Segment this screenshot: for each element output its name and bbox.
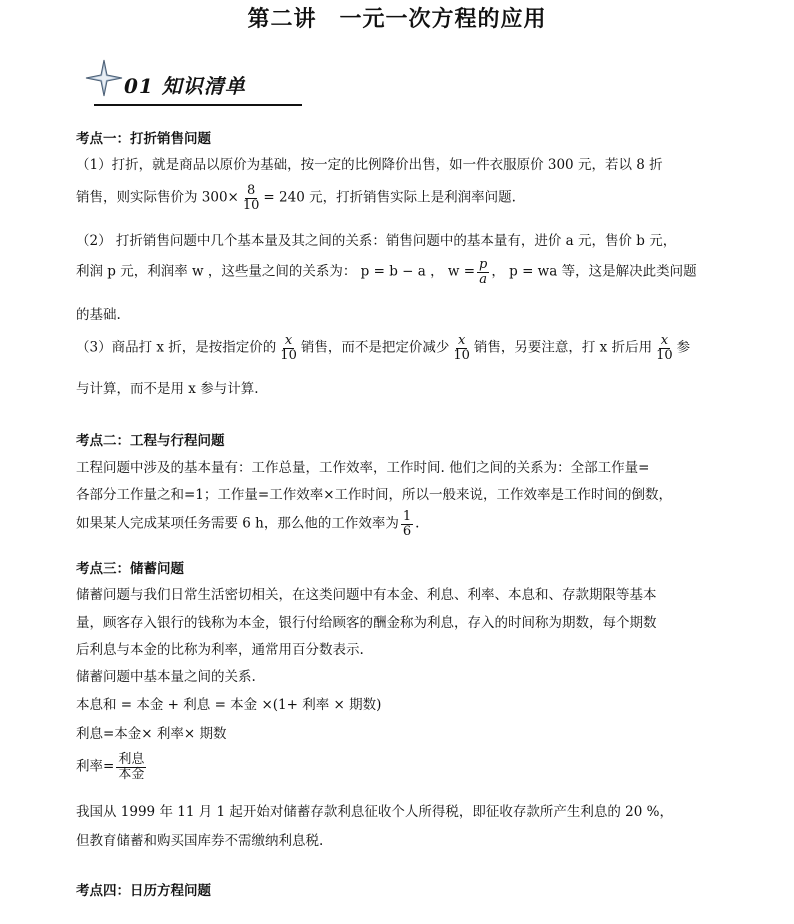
page-title: 第二讲 一元一次方程的应用 bbox=[247, 6, 547, 32]
s3-line-2: 量，顾客存入银行的钱称为本金，银行付给顾客的酬金称为利息，存入的时间称为期数，每个期数 bbox=[76, 615, 657, 631]
four-point-star-icon bbox=[84, 58, 124, 98]
fraction-x-10: $\frac{x}{10}$ bbox=[280, 333, 297, 363]
s3-formula-2: 利息=本金× 利率× 期数 bbox=[76, 726, 227, 742]
s3-formula-1: 本息和 = 本金 + 利息 = 本金 ×(1+ 利率 × 期数) bbox=[76, 697, 382, 713]
s1-paragraph-2b: 利润 p 元，利润率 w ，这些量之间的关系为： p = b − a ， w = $\frac{p}{a}$ ， p = wa 等，这是解决此类问题 bbox=[76, 257, 697, 287]
s3-line-4: 储蓄问题中基本量之间的关系. bbox=[76, 669, 256, 685]
s1-paragraph-1b: 销售，则实际售价为 300× $\frac{8}{10}$ = 240 元，打折销售实际上是利润率问题. bbox=[76, 183, 516, 213]
fraction-x-10: $\frac{x}{10}$ bbox=[656, 333, 673, 363]
s3-line-6: 但教育储蓄和购买国库券不需缴纳利息税. bbox=[76, 833, 324, 849]
banner-label: 01 知识清单 bbox=[124, 74, 246, 98]
section-banner bbox=[84, 58, 304, 108]
s1-paragraph-3e: 与计算，而不是用 x 参与计算. bbox=[76, 381, 259, 397]
fraction-interest-principal: $\frac{\text{利息}}{\text{本金}}$ bbox=[118, 752, 145, 782]
section-heading-3: 考点三：储蓄问题 bbox=[76, 561, 184, 577]
s2-line-2: 各部分工作量之和=1；工作量=工作效率×工作时间，所以一般来说，工作效率是工作时间的倒数， bbox=[76, 487, 673, 503]
s1-paragraph-2c: 的基础. bbox=[76, 307, 121, 323]
s3-line-1: 储蓄问题与我们日常生活密切相关，在这类问题中有本金、利息、利率、本息和、存款期限等基本 bbox=[76, 587, 657, 603]
s1-paragraph-2a: （2） 打折销售问题中几个基本量及其之间的关系：销售问题中的基本量有，进价 a 元，售价 b 元， bbox=[76, 233, 677, 249]
section-heading-2: 考点二：工程与行程问题 bbox=[76, 433, 225, 449]
s2-line-3: 如果某人完成某项任务需要 6 h，那么他的工作效率为 $\frac{1}{6}$ . bbox=[76, 509, 420, 539]
fraction-p-a: $\frac{p}{a}$ bbox=[479, 257, 488, 287]
s1-paragraph-3: （3）商品打 x 折，是按指定价的 $\frac{x}{10}$ 销售，而不是把定价减少 $\frac{x}{10}$ 销售，另要注意，打 x 折后用 $\frac{x}{10}$ 参 bbox=[76, 333, 691, 363]
section-heading-1: 考点一：打折销售问题 bbox=[76, 131, 211, 147]
banner-underline bbox=[94, 104, 302, 106]
fraction-1-6: $\frac{1}{6}$ bbox=[402, 509, 412, 539]
s1-paragraph-1a: （1）打折，就是商品以原价为基础，按一定的比例降价出售，如一件衣服原价 300 元，若以 8 折 bbox=[76, 157, 663, 173]
fraction-8-10: $\frac{8}{10}$ bbox=[242, 183, 260, 213]
s3-formula-3: 利率= $\frac{\text{利息}}{\text{本金}}$ bbox=[76, 752, 145, 782]
section-heading-4: 考点四：日历方程问题 bbox=[76, 883, 211, 899]
s3-line-3: 后利息与本金的比称为利率，通常用百分数表示. bbox=[76, 642, 364, 658]
s2-line-1: 工程问题中涉及的基本量有：工作总量，工作效率，工作时间. 他们之间的关系为：全部工作量= bbox=[76, 460, 650, 476]
s3-line-5: 我国从 1999 年 11 月 1 起开始对储蓄存款利息征收个人所得税，即征收存款所产生利息的 20 %， bbox=[76, 804, 673, 820]
fraction-x-10: $\frac{x}{10}$ bbox=[453, 333, 470, 363]
